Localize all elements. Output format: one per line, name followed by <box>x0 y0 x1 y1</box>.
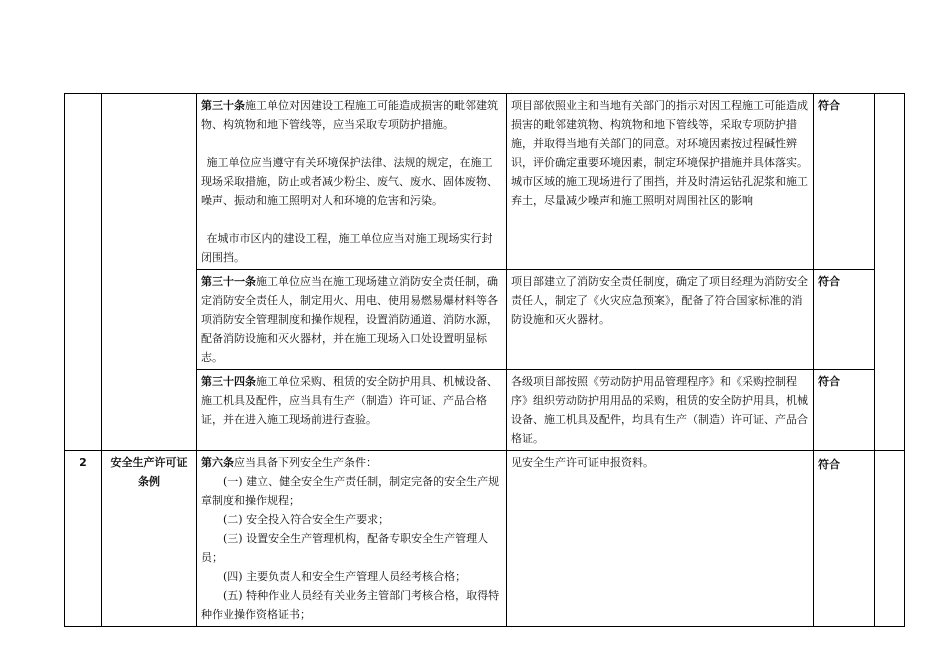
requirement-cell <box>197 451 507 627</box>
evidence-cell: 各级项目部按照《劳动防护用品管理程序》和《采购控制程序》组织劳动防护用用品的采购，租赁的安全防护用具，机械设备、施工机具及配件，均具有生产（制造）许可证、产品合格证。 <box>507 370 814 451</box>
requirement-paragraph: 第六条应当具备下列安全生产条件： <box>201 456 377 469</box>
requirement-item: (三) 设置安全生产管理机构，配备专职安全生产管理人员； <box>201 532 489 564</box>
remarks-cell <box>875 451 905 627</box>
evidence-cell: 见安全生产许可证申报资料。 <box>507 451 814 627</box>
requirement-paragraph: 第三十四条施工单位采购、租赁的安全防护用具、机械设备、施工机具及配件，应当具有生产（制造）许可证、产品合格证，并在进入施工现场前进行查验。 <box>201 375 498 426</box>
category-cell: 安全生产许可证条例 <box>102 451 197 627</box>
requirement-item: (一) 建立、健全安全生产责任制，制定完备的安全生产规章制度和操作规程； <box>201 475 500 507</box>
result-cell: 符合 <box>814 94 875 270</box>
requirement-item: (四) 主要负责人和安全生产管理人员经考核合格； <box>223 570 467 583</box>
category-cell <box>102 94 197 451</box>
requirement-item: (二) 安全投入符合安全生产要求； <box>223 513 390 526</box>
article-label: 第三十条 <box>201 99 245 112</box>
requirement-cell <box>197 270 507 370</box>
compliance-table <box>64 93 905 627</box>
result-cell: 符合 <box>814 451 875 627</box>
article-label: 第三十一条 <box>201 275 256 288</box>
result-cell: 符合 <box>814 270 875 370</box>
requirement-cell <box>197 94 507 270</box>
article-label: 第六条 <box>201 456 234 469</box>
requirement-cell <box>197 370 507 451</box>
evidence-cell: 项目部依照业主和当地有关部门的指示对因工程施工可能造成损害的毗邻建筑物、构筑物和地下管线等，采取专项防护措施，并取得当地有关部门的同意。对环境因素按过程碱性辨识，评价确定重要环境因素，制定环境保护措施并具体落实。城市区域的施工现场进行了围挡，并及时清运钻孔泥浆和施工弃土，尽量减少噪声和施工照明对周围社区的影响 <box>507 94 814 270</box>
article-label: 第三十四条 <box>201 375 256 388</box>
row-number-cell: 2 <box>65 451 102 627</box>
remarks-cell <box>875 94 905 451</box>
table-row <box>65 94 905 270</box>
evidence-cell: 项目部建立了消防安全责任制度，确定了项目经理为消防安全责任人，制定了《火灾应急预案》，配备了符合国家标准的消防设施和灭火器材。 <box>507 270 814 370</box>
requirement-paragraph: 在城市市区内的建设工程，施工单位应当对施工现场实行封闭围挡。 <box>201 232 493 264</box>
requirement-item: (五) 特种作业人员经有关业务主管部门考核合格，取得特种作业操作资格证书； <box>201 589 500 621</box>
result-cell: 符合 <box>814 370 875 451</box>
requirement-paragraph: 施工单位应当遵守有关环境保护法律、法规的规定，在施工现场采取措施，防止或者减少粉尘、废气、废水、固体废物、噪声、振动和施工照明对人和环境的危害和污染。 <box>201 156 498 207</box>
row-number-cell <box>65 94 102 451</box>
requirement-paragraph: 第三十条施工单位对因建设工程施工可能造成损害的毗邻建筑物、构筑物和地下管线等，应当采取专项防护措施。 <box>201 99 498 131</box>
requirement-paragraph: 第三十一条施工单位应当在施工现场建立消防安全责任制，确定消防安全责任人，制定用火、用电、使用易燃易爆材料等各项消防安全管理制度和操作规程，设置消防通道、消防水源，配备消防设施和灭火器材，并在施工现场入口处设置明显标志。 <box>201 275 498 364</box>
table-row <box>65 451 905 627</box>
